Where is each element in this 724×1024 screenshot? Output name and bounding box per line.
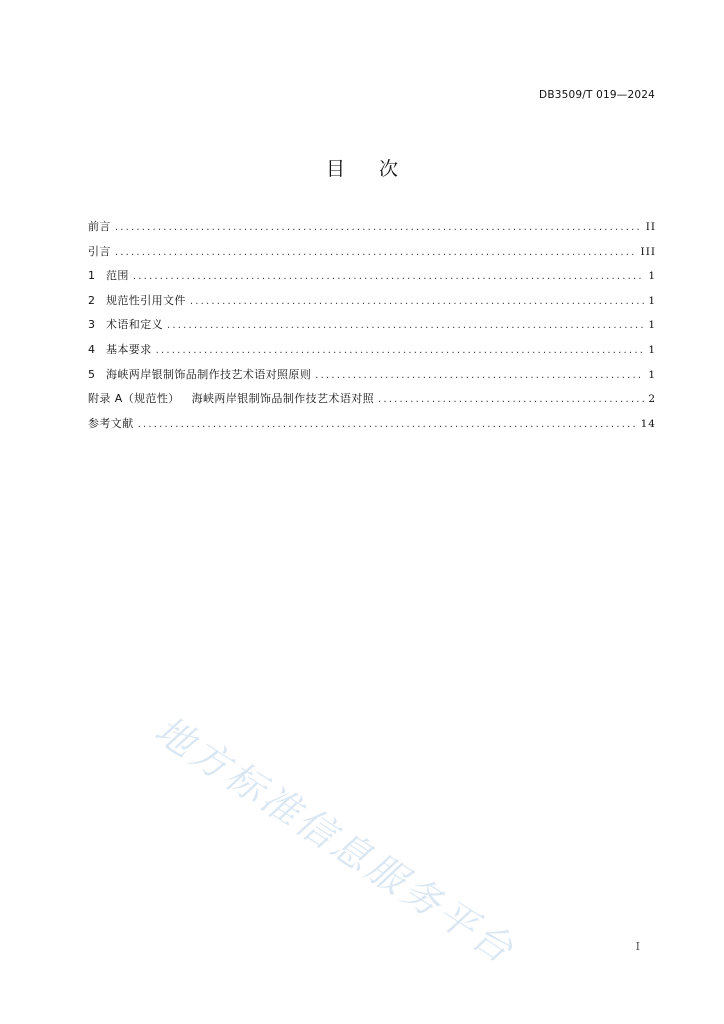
document-code: DB3509/T 019—2024 — [539, 89, 655, 101]
toc-entry-label: 基本要求 — [106, 342, 152, 356]
toc-entry-label: 参考文献 — [88, 416, 134, 430]
toc-entry-number: 4 — [88, 342, 95, 356]
toc-leader-dots — [115, 247, 637, 258]
page-number: I — [635, 940, 640, 953]
toc-leader-dots — [115, 222, 642, 233]
toc-entry-page: 1 — [648, 270, 656, 283]
toc-entry-number: 2 — [88, 293, 95, 307]
toc-entry-bibliography[interactable] — [88, 415, 656, 440]
toc-title-part1: 目 — [325, 158, 345, 180]
toc-entry-page: 2 — [648, 393, 656, 406]
toc-list — [88, 218, 656, 439]
toc-entry-number: 3 — [88, 318, 95, 332]
toc-leader-dots — [190, 296, 645, 307]
toc-entry-page: 14 — [640, 417, 656, 430]
toc-entry-page: 1 — [648, 294, 656, 307]
toc-appendix-title: 海峡两岸银制饰品制作技艺术语对照 — [191, 392, 375, 406]
toc-leader-dots — [133, 271, 645, 282]
toc-entry-label: 海峡两岸银制饰品制作技艺术语对照原则 — [106, 367, 312, 381]
toc-entry-label: 术语和定义 — [106, 318, 163, 332]
toc-entry-introduction[interactable] — [88, 243, 656, 268]
toc-entry-normative-references[interactable] — [88, 292, 656, 317]
toc-entry-scope[interactable] — [88, 267, 656, 292]
toc-entry-number: 1 — [88, 269, 95, 283]
toc-leader-dots — [167, 320, 644, 331]
toc-leader-dots — [315, 370, 644, 381]
toc-entry-basic-requirements[interactable] — [88, 341, 656, 366]
toc-entry-number: 5 — [88, 367, 95, 381]
toc-entry-foreword[interactable] — [88, 218, 656, 243]
toc-title — [0, 154, 724, 181]
toc-entry-page: 1 — [648, 368, 656, 381]
toc-title-part2: 次 — [379, 158, 399, 180]
toc-entry-page: II — [645, 221, 656, 233]
watermark-text: 地方标准信息服务平台 — [147, 707, 524, 974]
toc-leader-dots — [156, 345, 645, 356]
toc-entry-appendix-a[interactable] — [88, 390, 656, 415]
toc-appendix-prefix: 附录 A（规范性） — [88, 392, 180, 406]
toc-entry-label: 范围 — [106, 269, 129, 283]
toc-entry-terms-definitions[interactable] — [88, 316, 656, 341]
toc-entry-page: III — [640, 245, 656, 258]
toc-entry-label — [88, 390, 374, 406]
toc-entry-page: 1 — [648, 319, 656, 332]
toc-leader-dots — [378, 394, 644, 405]
toc-entry-label: 前言 — [88, 220, 111, 233]
toc-leader-dots — [138, 419, 637, 430]
toc-entry-page: 1 — [648, 343, 656, 356]
toc-entry-terminology-principles[interactable] — [88, 366, 656, 391]
toc-entry-label: 引言 — [88, 244, 111, 258]
toc-entry-label: 规范性引用文件 — [106, 293, 186, 307]
